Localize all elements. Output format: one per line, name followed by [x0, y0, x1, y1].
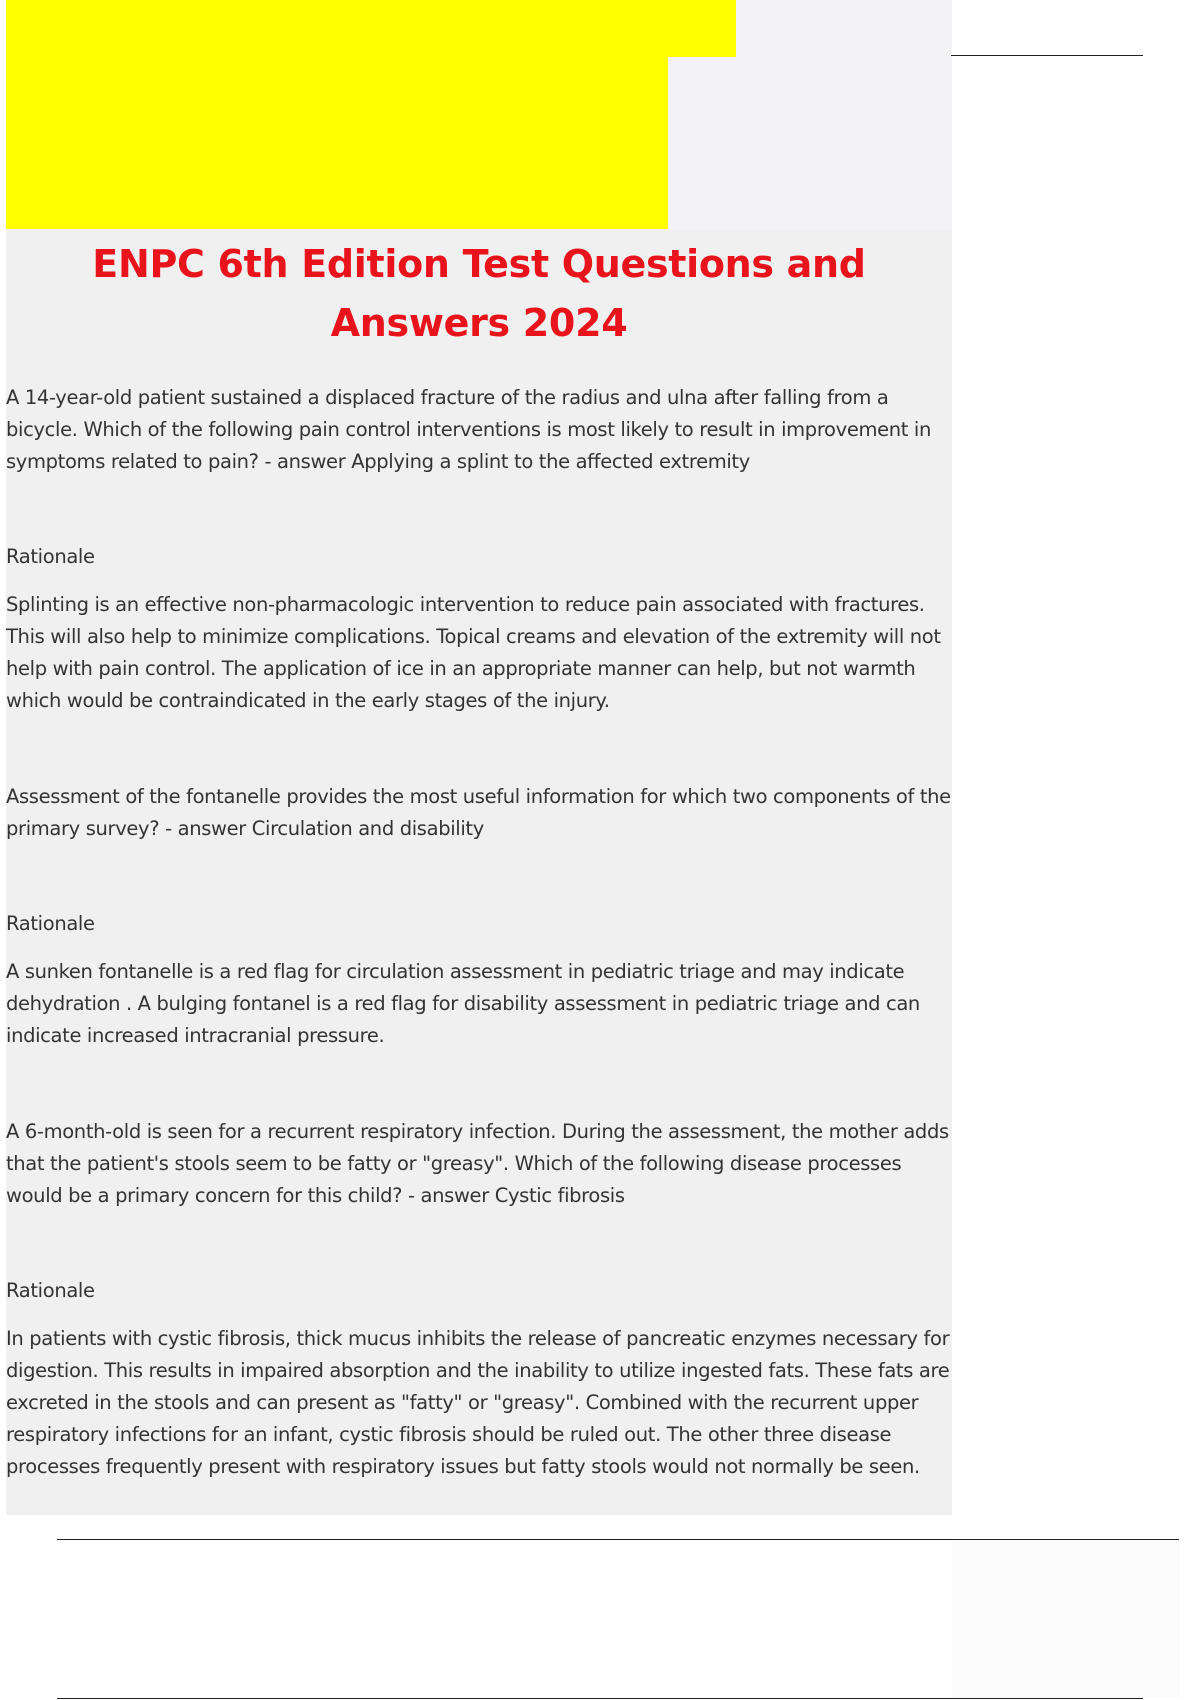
rationale-1: Splinting is an effective non-pharmacologic intervention to reduce pain associated with fractures. This will also help to minimize complications. Topical creams and elevation of the extremity will not help with pain control. The application of ice in an appropriate manner can help, but not warmth which would be contraindicated in the early stages of the injury.: [6, 593, 941, 712]
yellow-highlight-block: [6, 57, 668, 229]
grey-panel-corner: [668, 57, 952, 229]
footer-band: [952, 1540, 1180, 1698]
rationale-label-2: Rationale: [6, 912, 95, 935]
yellow-highlight-block: [6, 0, 736, 57]
rationale-label-1: Rationale: [6, 545, 95, 568]
question-3: A 6-month-old is seen for a recurrent respiratory infection. During the assessment, the mother adds that the patient's stools seem to be fatty or "greasy". Which of the following disease processes would be a primary concern for this child? - answer Cystic fibrosis: [6, 1120, 949, 1207]
document-content: [6, 229, 952, 1515]
rationale-label-3: Rationale: [6, 1279, 95, 1302]
footer-rule: [57, 1698, 1143, 1699]
rationale-2: A sunken fontanelle is a red flag for circulation assessment in pediatric triage and may indicate dehydration . A bulging fontanel is a red flag for disability assessment in pediatric triage and can indicate increased intracranial pressure.: [6, 960, 920, 1047]
question-1: A 14-year-old patient sustained a displaced fracture of the radius and ulna after falling from a bicycle. Which of the following pain control interventions is most likely to result in improvement in symptoms related to pain? - answer Applying a splint to the affected extremity: [6, 386, 931, 473]
question-2: Assessment of the fontanelle provides the most useful information for which two components of the primary survey? - answer Circulation and disability: [6, 785, 951, 840]
rationale-3: In patients with cystic fibrosis, thick mucus inhibits the release of pancreatic enzymes necessary for digestion. This results in impaired absorption and the inability to utilize ingested fats. These fats are excreted in the stools and can present as "fatty" or "greasy". Combined with the recurrent upper respiratory infections for an infant, cystic fibrosis should be ruled out. The other three disease processes frequently present with respiratory issues but fatty stools would not normally be seen.: [6, 1327, 950, 1478]
grey-panel-corner: [736, 0, 952, 57]
document-title: ENPC 6th Edition Test Questions and Answers 2024: [92, 242, 866, 345]
footer-rule: [57, 1539, 1179, 1540]
header-rule: [951, 55, 1143, 56]
